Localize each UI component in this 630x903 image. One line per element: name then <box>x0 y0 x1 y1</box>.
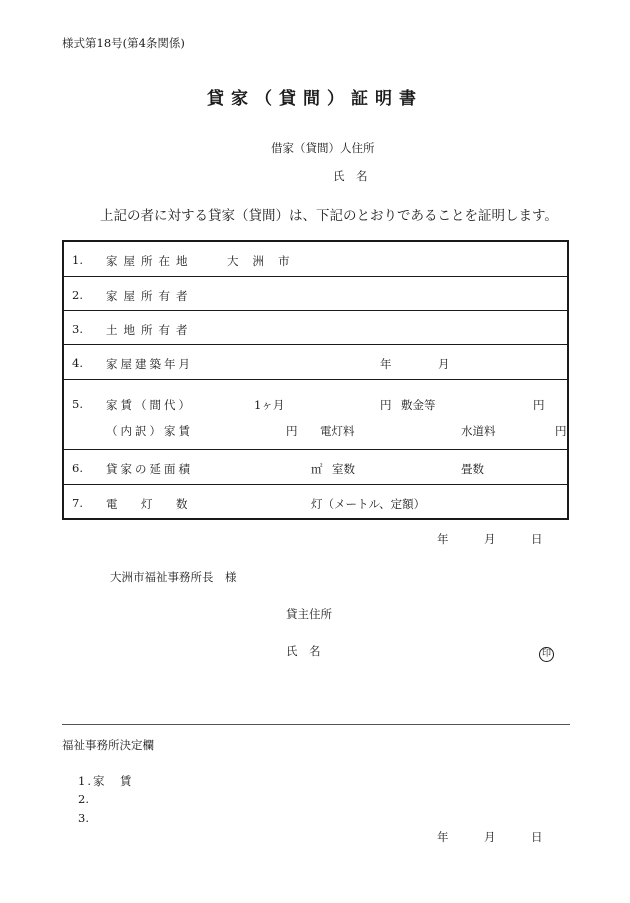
form-number: 様式第18号(第4条関係) <box>62 36 185 50</box>
decision-item-3: 3. <box>78 811 89 825</box>
table-row-owner <box>64 277 567 311</box>
rooms-label: 室数 <box>332 462 355 476</box>
breakdown-label: （内訳）家賃 <box>106 424 193 438</box>
row-label: 家屋建築年月 <box>106 357 193 371</box>
deposit-label: 敷金等 <box>401 398 436 412</box>
location-value[interactable]: 大洲市 <box>227 254 304 268</box>
rental-details-table <box>62 240 569 520</box>
decision-item-2: 2. <box>78 792 89 806</box>
document-title: 貸家（貸間）証明書 <box>207 89 423 109</box>
table-row-lights <box>64 485 567 520</box>
row-label: 貸家の延面積 <box>106 462 193 476</box>
table-row-location <box>64 242 567 277</box>
yen-label: 円 <box>286 424 298 438</box>
row-label: 家賃（間代） <box>106 398 193 412</box>
yen-label: 円 <box>380 398 392 412</box>
date-month: 月 <box>484 532 496 546</box>
tenant-name-label: 氏 名 <box>333 169 368 183</box>
table-row-built-date <box>64 345 567 380</box>
decision-heading: 福祉事務所決定欄 <box>62 738 154 752</box>
table-row-land-owner <box>64 311 567 345</box>
tenant-address-label: 借家（貸間）人住所 <box>271 141 375 155</box>
row-label: 土地所有者 <box>106 323 194 337</box>
row-number: 6. <box>72 461 83 475</box>
year-label: 年 <box>380 357 392 371</box>
row-number: 1. <box>72 253 83 267</box>
rent-period: 1ヶ月 <box>254 398 285 412</box>
yen-label: 円 <box>555 424 567 438</box>
seal-icon <box>539 641 554 662</box>
landlord-address-label: 貸主住所 <box>286 607 332 621</box>
row-number: 7. <box>72 496 83 510</box>
row-label: 電 灯 数 <box>106 497 194 511</box>
date-year: 年 <box>437 532 449 546</box>
addressee: 大洲市福祉事務所長 様 <box>110 570 237 584</box>
seal-mark: 印 <box>539 647 554 662</box>
month-label: 月 <box>438 357 450 371</box>
row-number: 5. <box>72 397 83 411</box>
row-label: 家屋所有者 <box>106 289 194 303</box>
landlord-name-label: 氏 名 <box>286 644 321 658</box>
table-row-floor-area <box>64 450 567 485</box>
decision-date-year: 年 <box>437 830 449 844</box>
decision-date-day: 日 <box>531 830 543 844</box>
sqm-unit: ㎡ <box>311 462 323 476</box>
water-label: 水道料 <box>461 424 496 438</box>
row-number: 2. <box>72 288 83 302</box>
yen-label: 円 <box>533 398 545 412</box>
lights-unit-label: 灯（メートル、定額） <box>311 497 426 511</box>
section-divider <box>62 724 570 725</box>
intro-text: 上記の者に対する貸家（貸間）は、下記のとおりであることを証明します。 <box>100 208 558 224</box>
electricity-label: 電灯料 <box>320 424 355 438</box>
row-number: 3. <box>72 322 83 336</box>
decision-item-1: 1.家 賃 <box>78 774 134 788</box>
decision-date-month: 月 <box>484 830 496 844</box>
tatami-label: 畳数 <box>461 462 484 476</box>
date-day: 日 <box>531 532 543 546</box>
row-number: 4. <box>72 356 83 370</box>
table-row-rent <box>64 380 567 450</box>
row-label: 家屋所在地 <box>106 254 194 268</box>
